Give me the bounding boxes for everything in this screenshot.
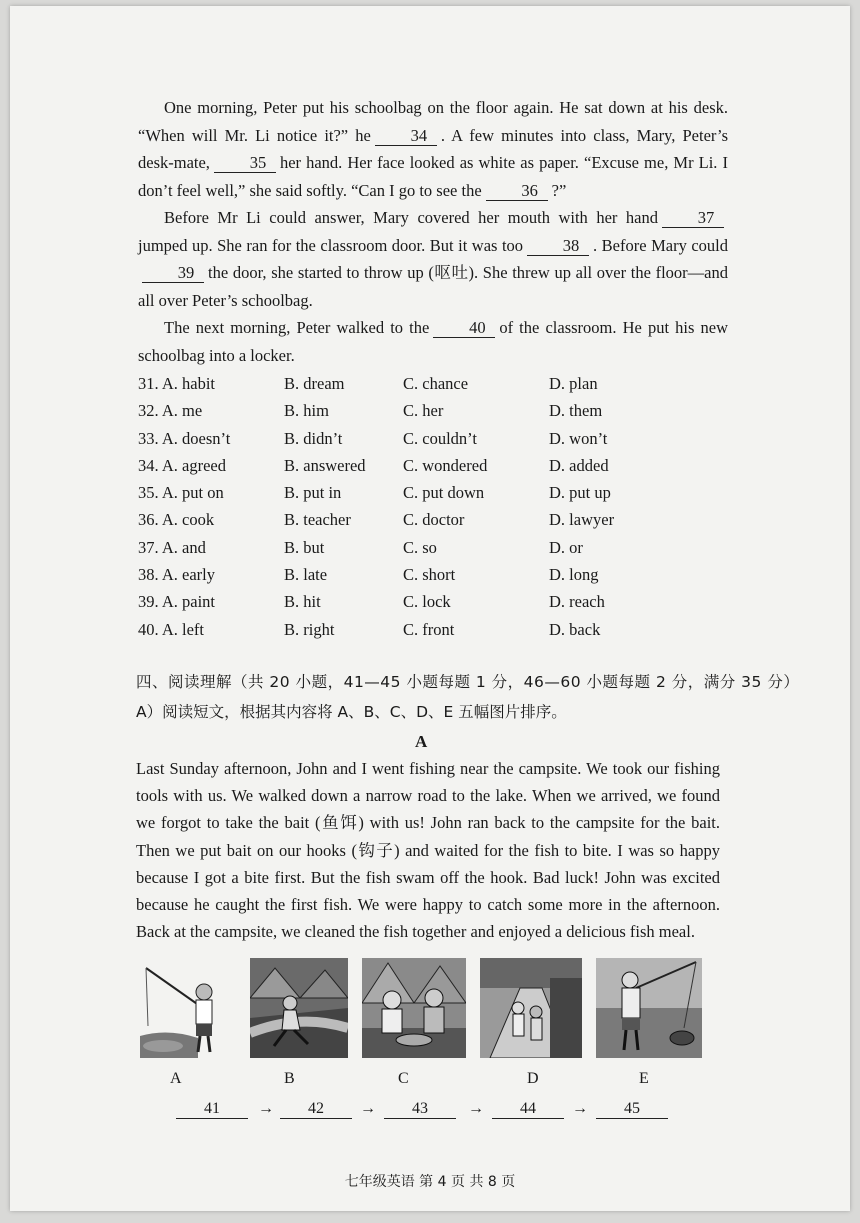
option-row-32: 32. A. me B. him C. her D. them bbox=[138, 401, 603, 421]
picture-row bbox=[10, 958, 850, 1068]
reading-passage: Last Sunday afternoon, John and I went fishing near the campsite. We took our fishing tools with us. We walked down a narrow road to the lake. When we arrived, we found we forgot to take the bait (鱼饵) with us! John ran back to the campsite for the bait. Then we put bait on our hooks (钩子) and waited for the fish to bite. I was so happy because I got a bite first. But the fish swam off the hook. Bad luck! John was excited because he caught the first fish. We were happy to catch some more in the afternoon. Back at the campsite, we cleaned the fish together and enjoyed a delicious fish meal. bbox=[136, 759, 720, 942]
option-row-39: 39. A. paint B. hit C. lock D. reach bbox=[138, 592, 605, 612]
boys-cleaning-fish-icon bbox=[362, 958, 466, 1058]
boys-walking-road-icon bbox=[480, 958, 582, 1058]
boy-catching-fish-icon bbox=[596, 958, 702, 1058]
picture-label-e: E bbox=[639, 1070, 649, 1087]
page-footer: 七年级英语 第 4 页 共 8 页 bbox=[344, 1174, 516, 1190]
section-instruction: A）阅读短文，根据其内容将 A、B、C、D、E 五幅图片排序。 bbox=[136, 703, 567, 721]
passage-letter: A bbox=[415, 732, 428, 751]
cloze-paragraph-2: Before Mr Li could answer, Mary covered her mouth with her hand 37jumped up. She ran for the classroom door. But it was too 38 . Before Mary could39 the door, she started to throw up (呕吐). She threw up all over the floor—and all over Peter’s schoolbag. bbox=[138, 208, 728, 310]
option-row-33: 33. A. doesn’t B. didn’t C. couldn’t D. won’t bbox=[138, 428, 608, 448]
arrow-icon: → bbox=[258, 1100, 274, 1117]
blank-34: 34 bbox=[375, 127, 437, 146]
option-row-31: 31. A. habit B. dream C. chance D. plan bbox=[138, 374, 598, 393]
option-row-37: 37. A. and B. but C. so D. or bbox=[138, 537, 583, 557]
exam-page bbox=[10, 6, 850, 1211]
blank-40: 40 bbox=[433, 319, 495, 338]
blank-35: 35 bbox=[214, 154, 276, 173]
blank-36: 36 bbox=[486, 182, 548, 201]
option-row-40: 40. A. left B. right C. front D. back bbox=[138, 619, 601, 639]
blank-37: 37 bbox=[662, 209, 724, 228]
option-row-36: 36. A. cook B. teacher C. doctor D. lawyer bbox=[138, 510, 615, 530]
option-row-35: 35. A. put on B. put in C. put down D. put up bbox=[138, 483, 611, 503]
boy-running-icon bbox=[250, 958, 348, 1058]
picture-label-d: D bbox=[527, 1070, 539, 1087]
option-row-34: 34. A. agreed B. answered C. wondered D. added bbox=[138, 455, 609, 475]
arrow-icon: → bbox=[572, 1100, 588, 1117]
blank-38: 38 bbox=[527, 237, 589, 256]
blank-39: 39 bbox=[142, 264, 204, 283]
answer-blank-45[interactable]: 45 bbox=[596, 1100, 668, 1119]
cloze-paragraph-1: One morning, Peter put his schoolbag on the floor again. He sat down at his desk. “When will Mr. Li notice it?” he 34 . A few minutes into class, Mary, Peter’s desk-mate, 35 her hand. Her face looked as white as paper. “Excuse me, Mr Li. I don’t feel well,” she said softly. “Can I go to see the 36 ?” bbox=[138, 98, 728, 200]
arrow-icon: → bbox=[468, 1100, 484, 1117]
section-title: 四、阅读理解（共 20 小题，41—45 小题每题 1 分，46—60 小题每题 2 分，满分 35 分） bbox=[136, 673, 800, 691]
option-row-38: 38. A. early B. late C. short D. long bbox=[138, 565, 599, 585]
answer-blank-42[interactable]: 42 bbox=[280, 1100, 352, 1119]
answer-blank-41[interactable]: 41 bbox=[176, 1100, 248, 1119]
answer-options bbox=[138, 374, 738, 647]
picture-label-a: A bbox=[170, 1070, 182, 1087]
answer-blank-43[interactable]: 43 bbox=[384, 1100, 456, 1119]
boy-fishing-icon bbox=[138, 958, 230, 1058]
arrow-icon: → bbox=[360, 1100, 376, 1117]
answer-blank-44[interactable]: 44 bbox=[492, 1100, 564, 1119]
picture-label-c: C bbox=[398, 1070, 409, 1087]
picture-label-b: B bbox=[284, 1070, 295, 1087]
cloze-paragraph-3: The next morning, Peter walked to the 40 of the classroom. He put his new schoolbag into a locker. bbox=[138, 318, 729, 365]
cloze-passage bbox=[138, 94, 728, 369]
